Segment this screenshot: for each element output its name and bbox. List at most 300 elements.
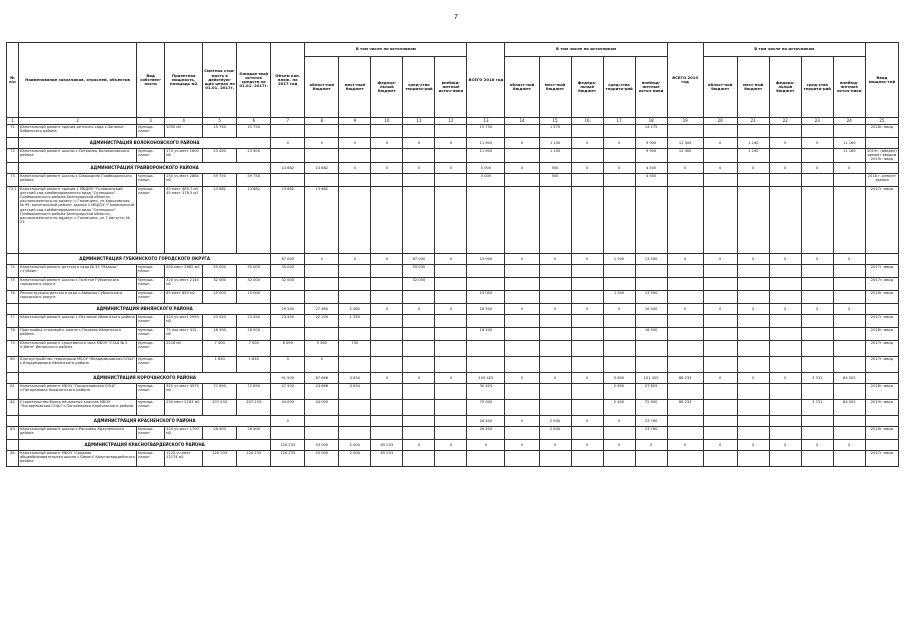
- table-cell: [865, 415, 898, 426]
- table-cell: 2 400: [603, 399, 635, 415]
- table-cell: [505, 327, 539, 340]
- table-cell: 13 682: [203, 186, 237, 253]
- table-cell: [435, 290, 467, 303]
- table-cell: 207 233: [203, 399, 237, 415]
- table-cell: 5 000: [467, 162, 505, 173]
- table-cell: 0: [737, 162, 769, 173]
- table-cell: [271, 149, 305, 163]
- table-cell: 0: [403, 138, 435, 149]
- table-cell: муници-пальн: [137, 173, 165, 186]
- table-cell: 13 682: [237, 186, 271, 253]
- table-cell: [403, 173, 435, 186]
- table-cell: 9 900: [635, 138, 667, 149]
- row-number: [7, 303, 19, 314]
- column-index: 13: [467, 118, 505, 125]
- header-src-territory: сред-ства террито-рий: [801, 57, 833, 118]
- table-cell: [635, 450, 667, 466]
- table-cell: 0: [571, 372, 603, 383]
- table-cell: [339, 356, 371, 372]
- table-cell: 84 502: [833, 399, 865, 415]
- table-cell: [667, 277, 703, 290]
- table-cell: [435, 125, 467, 138]
- table-cell: 0: [271, 138, 305, 149]
- table-cell: 55 000: [237, 264, 271, 277]
- header-src-federal: федера-льный бюджет: [769, 57, 801, 118]
- table-cell: 230 мест 5183 м2: [165, 399, 203, 415]
- commission-note: 2018 г. ремонт здания: [865, 173, 898, 186]
- table-cell: 0: [603, 439, 635, 450]
- table-cell: [305, 173, 339, 186]
- table-cell: 2 000: [339, 450, 371, 466]
- table-cell: муници-пальн: [137, 290, 165, 303]
- table-cell: [703, 450, 737, 466]
- object-name: Капитальный ремонт здания детского сада с.Заполье Бабанского района: [19, 125, 137, 138]
- table-cell: [769, 383, 801, 399]
- table-cell: 15 000: [467, 290, 505, 303]
- table-cell: 11 160: [833, 149, 865, 163]
- column-index: 8: [305, 118, 339, 125]
- table-cell: 14 175: [635, 125, 667, 138]
- table-cell: [539, 314, 571, 327]
- table-cell: [403, 149, 435, 163]
- table-cell: [603, 125, 635, 138]
- table-row: [7, 399, 899, 415]
- page-number: 7: [454, 14, 458, 21]
- table-cell: 320 уч.мест 2993 м2: [165, 314, 203, 327]
- table-cell: [769, 340, 801, 356]
- table-cell: [505, 290, 539, 303]
- table-cell: [165, 356, 203, 372]
- table-cell: 22 100: [305, 314, 339, 327]
- table-cell: 1 350: [339, 314, 371, 327]
- organization-row: [7, 162, 899, 173]
- table-cell: [667, 314, 703, 327]
- table-cell: [833, 356, 865, 372]
- commission-note: 2019г. (введен) ремонт вводом 2019г. ввод: [867, 149, 897, 162]
- row-number: 82: [7, 399, 19, 415]
- header-src-offbudget: внебюд-жетные источ-ники: [635, 57, 667, 118]
- table-cell: [635, 340, 667, 356]
- table-cell: [571, 383, 603, 399]
- table-cell: 26 400: [467, 415, 505, 426]
- table-cell: [603, 356, 635, 372]
- table-cell: 500: [539, 162, 571, 173]
- table-cell: 0: [801, 162, 833, 173]
- table-cell: [435, 426, 467, 439]
- table-cell: 59 750: [237, 173, 271, 186]
- table-cell: [603, 186, 635, 253]
- table-cell: [667, 383, 703, 399]
- table-cell: 7 000: [203, 340, 237, 356]
- header-group-2019: В том числе по источникам: [703, 43, 865, 57]
- table-cell: [801, 290, 833, 303]
- row-number: [7, 372, 19, 383]
- table-cell: 120 233: [203, 450, 237, 466]
- table-cell: 0: [339, 253, 371, 264]
- row-number: 77: [7, 314, 19, 327]
- table-cell: [571, 450, 603, 466]
- table-cell: [635, 356, 667, 372]
- table-cell: [737, 356, 769, 372]
- object-name: Пристройка столовой к школе с.Почаево Ивнянского района: [19, 327, 137, 340]
- table-cell: [435, 173, 467, 186]
- table-cell: [571, 186, 603, 253]
- header-src-territory: сред-ства террито-рий: [403, 57, 435, 118]
- table-cell: 11 000: [467, 149, 505, 163]
- table-cell: 0: [737, 253, 769, 264]
- table-cell: [305, 426, 339, 439]
- table-cell: [435, 356, 467, 372]
- commission-note: 2018г. ввод: [865, 125, 898, 138]
- table-cell: [801, 264, 833, 277]
- table-cell: 15 000: [203, 290, 237, 303]
- table-cell: [769, 149, 801, 163]
- table-cell: [505, 186, 539, 253]
- object-name: Капитальный ремонт школы с.Погромец Волоконовского района: [19, 149, 137, 163]
- table-cell: [539, 450, 571, 466]
- table-cell: [833, 277, 865, 290]
- table-cell: [801, 415, 833, 426]
- table-cell: 0: [603, 303, 635, 314]
- table-cell: [865, 253, 898, 264]
- table-cell: муници-пальн: [137, 125, 165, 138]
- table-cell: 23 450: [237, 314, 271, 327]
- table-cell: [305, 149, 339, 163]
- table-cell: 72 600: [635, 399, 667, 415]
- table-cell: [271, 327, 305, 340]
- table-cell: 0: [539, 439, 571, 450]
- table-cell: [703, 290, 737, 303]
- table-cell: 0: [539, 372, 571, 383]
- table-cell: 0: [667, 253, 703, 264]
- table-row: [7, 125, 899, 138]
- table-cell: 0: [737, 439, 769, 450]
- table-cell: [801, 383, 833, 399]
- table-cell: [703, 125, 737, 138]
- table-cell: [305, 327, 339, 340]
- table-cell: 11 000: [467, 138, 505, 149]
- table-cell: 0: [603, 138, 635, 149]
- table-cell: 53 000: [305, 439, 339, 450]
- column-index: 12: [435, 118, 467, 125]
- table-cell: 0: [403, 439, 435, 450]
- table-cell: 32 000: [403, 277, 435, 290]
- table-cell: [737, 264, 769, 277]
- table-cell: муници-пальн: [137, 340, 165, 356]
- table-cell: [603, 264, 635, 277]
- table-cell: [539, 383, 571, 399]
- table-cell: 0: [833, 162, 865, 173]
- table-cell: 23 450: [203, 314, 237, 327]
- row-number: 73: [7, 173, 19, 186]
- table-cell: муници-пальн: [137, 186, 165, 253]
- table-cell: 0: [371, 162, 403, 173]
- table-cell: 0: [539, 253, 571, 264]
- table-cell: 23 450: [271, 314, 305, 327]
- table-cell: 0: [371, 138, 403, 149]
- table-cell: [737, 327, 769, 340]
- column-index: 5: [203, 118, 237, 125]
- table-cell: 0: [603, 415, 635, 426]
- row-number: 71: [7, 125, 19, 138]
- table-cell: [371, 277, 403, 290]
- table-cell: 13 682: [305, 186, 339, 253]
- table-cell: [505, 125, 539, 138]
- header-src-local: мест-ный бюджет: [737, 57, 769, 118]
- table-cell: [635, 186, 667, 253]
- table-cell: [833, 314, 865, 327]
- table-cell: [371, 327, 403, 340]
- table-cell: [435, 264, 467, 277]
- table-cell: 75 пос.мест 412 м2: [165, 327, 203, 340]
- table-cell: [801, 450, 833, 466]
- table-cell: [435, 149, 467, 163]
- table-cell: 105 425: [467, 372, 505, 383]
- table-cell: 88 233: [667, 399, 703, 415]
- row-number: 84: [7, 450, 19, 466]
- commission-note: 2017г. ввод: [865, 264, 898, 277]
- table-cell: [635, 314, 667, 327]
- table-cell: [667, 186, 703, 253]
- table-cell: [769, 450, 801, 466]
- table-cell: 0: [403, 162, 435, 173]
- table-cell: [571, 327, 603, 340]
- column-index: 25: [865, 118, 898, 125]
- object-name: Реконструкция детского сада с.Аверино Губкинского городского округа: [19, 290, 137, 303]
- table-cell: [769, 173, 801, 186]
- table-cell: 0: [703, 162, 737, 173]
- table-cell: 26 400: [467, 426, 505, 439]
- object-name: Благоустройство территории МБОУ "Владимировская СОШ" с.Владимировка Ивнянского района: [19, 356, 137, 372]
- header-cost: Сметная стои-мость в действую-щих ценах на 01.01. 2017г.: [203, 43, 237, 118]
- table-cell: 0: [305, 138, 339, 149]
- column-index: 24: [833, 118, 865, 125]
- table-cell: [435, 340, 467, 356]
- table-cell: [467, 356, 505, 372]
- table-cell: [403, 426, 435, 439]
- table-cell: 12 400: [667, 138, 703, 149]
- table-cell: [603, 149, 635, 163]
- table-cell: [737, 415, 769, 426]
- table-cell: 0: [667, 162, 703, 173]
- table-cell: 5 000: [467, 173, 505, 186]
- table-cell: [833, 383, 865, 399]
- table-cell: 87 000: [271, 253, 305, 264]
- table-row: [7, 356, 899, 372]
- table-cell: [339, 149, 371, 163]
- table-cell: [339, 186, 371, 253]
- table-cell: [769, 186, 801, 253]
- table-cell: 0: [505, 253, 539, 264]
- column-index: 1: [7, 118, 19, 125]
- table-cell: 0: [435, 303, 467, 314]
- table-cell: 4 500: [635, 173, 667, 186]
- table-cell: 0: [505, 439, 539, 450]
- table-cell: [339, 264, 371, 277]
- table-cell: 0: [403, 303, 435, 314]
- table-cell: [339, 327, 371, 340]
- table-cell: [737, 340, 769, 356]
- object-name: Капитальный ремонт школы с.Расховец Красненского района: [19, 426, 137, 439]
- table-cell: [339, 125, 371, 138]
- table-row: [7, 173, 899, 186]
- row-number: [7, 439, 19, 450]
- table-cell: 2 000: [339, 439, 371, 450]
- table-cell: [769, 125, 801, 138]
- table-cell: [703, 399, 737, 415]
- organization-name: АДМИНИСТРАЦИЯ КОРОЧАНСКОГО РАЙОНА: [19, 372, 271, 383]
- table-cell: 13 682: [305, 162, 339, 173]
- table-cell: [467, 340, 505, 356]
- header-src-territory: сред-ства террито-рий: [603, 57, 635, 118]
- table-cell: 0: [505, 138, 539, 149]
- table-cell: [703, 264, 737, 277]
- table-cell: 11 160: [833, 138, 865, 149]
- table-cell: 26 400: [237, 426, 271, 439]
- table-cell: 150 уч.мест 2884 м2: [165, 173, 203, 186]
- table-cell: 0: [505, 415, 539, 426]
- table-row: [7, 149, 899, 163]
- table-cell: 0: [435, 162, 467, 173]
- table-cell: [571, 173, 603, 186]
- row-number: 81: [7, 383, 19, 399]
- table-cell: 43 666: [305, 383, 339, 399]
- table-cell: 87 666: [305, 372, 339, 383]
- object-name: Капитальный ремонт детского сада № 35 "Малыш" г.Губкин: [19, 264, 137, 277]
- table-cell: [539, 186, 571, 253]
- commission-note: 2017г. ввод: [865, 450, 898, 466]
- table-row: [7, 450, 899, 466]
- table-cell: 1125 уч.мест 12174 м2: [165, 450, 203, 466]
- row-number: 72: [7, 149, 19, 163]
- table-cell: 32 000: [203, 277, 237, 290]
- header-group-2018: В том числе по источникам: [505, 43, 667, 57]
- table-cell: 55 000: [403, 264, 435, 277]
- table-cell: [801, 356, 833, 372]
- table-cell: [833, 340, 865, 356]
- table-cell: [371, 149, 403, 163]
- table-cell: [571, 356, 603, 372]
- table-cell: 170 уч.мест 1600 м2: [165, 149, 203, 163]
- commission-note: 2017г. ввод: [865, 356, 898, 372]
- table-cell: 0: [505, 303, 539, 314]
- table-cell: 2 640: [539, 426, 571, 439]
- table-cell: [467, 277, 505, 290]
- table-cell: 27 625: [635, 383, 667, 399]
- header-src-local: мест-ный бюджет: [539, 57, 571, 118]
- table-cell: [737, 173, 769, 186]
- table-cell: 15 000: [467, 253, 505, 264]
- commission-note: 2017г. ввод: [865, 277, 898, 290]
- column-index: 3: [137, 118, 165, 125]
- table-cell: [571, 149, 603, 163]
- table-cell: [667, 356, 703, 372]
- table-cell: [703, 356, 737, 372]
- table-cell: [703, 327, 737, 340]
- table-cell: [603, 277, 635, 290]
- commission-note: 2017г. ввод: [865, 340, 898, 356]
- table-cell: [371, 314, 403, 327]
- table-cell: [403, 399, 435, 415]
- column-index: 7: [271, 118, 305, 125]
- table-cell: [403, 186, 435, 253]
- table-cell: [371, 356, 403, 372]
- table-cell: [737, 125, 769, 138]
- table-cell: [833, 173, 865, 186]
- table-cell: [339, 277, 371, 290]
- table-cell: 0: [635, 439, 667, 450]
- header-src-region: област-ной бюджет: [505, 57, 539, 118]
- table-cell: 65 233: [371, 439, 403, 450]
- table-cell: 0: [571, 439, 603, 450]
- table-cell: 45 мест 650 м2: [165, 290, 203, 303]
- table-cell: [539, 264, 571, 277]
- table-cell: 0: [271, 415, 305, 426]
- table-cell: 1 100: [539, 149, 571, 163]
- table-cell: 120 233: [237, 450, 271, 466]
- header-src-region: област-ной бюджет: [305, 57, 339, 118]
- table-cell: [603, 340, 635, 356]
- header-group-2017: В том числе по источникам: [305, 43, 467, 57]
- table-cell: 13 500: [635, 290, 667, 303]
- table-cell: [571, 277, 603, 290]
- table-cell: [737, 314, 769, 327]
- table-cell: [769, 290, 801, 303]
- table-cell: [403, 314, 435, 327]
- table-cell: 13 682: [271, 186, 305, 253]
- table-cell: [505, 340, 539, 356]
- table-cell: 0: [435, 439, 467, 450]
- header-commission: Ввод мощнос-тей: [865, 43, 898, 118]
- table-cell: 7 000: [237, 340, 271, 356]
- object-name: Капитальный ремонт здания 1 МБДОУ "Головчинский детский сад комбинированного вида "Солнышко" Грайворонского района Белгородской области, расположенного по адресу: с.Головчино, ул.Харьковская, № 95; капитальный ремонт здания 2 МБДОУ "Головчинский детский сад комбинированного вида "Солнышко" Грайворонского района Белгородской области, расположенного по адресу: с.Головчино, ул.7 Августа, № 23: [19, 186, 137, 253]
- table-cell: [371, 186, 403, 253]
- table-cell: 87 000: [403, 253, 435, 264]
- table-cell: [769, 426, 801, 439]
- table-cell: [371, 399, 403, 415]
- table-cell: 0: [703, 439, 737, 450]
- object-name: Капитальный ремонт спортивного зала МБОУ "СОШ № 2 п.Ивня" Ивнянского района: [19, 340, 137, 356]
- table-cell: [305, 415, 339, 426]
- table-cell: 0: [403, 372, 435, 383]
- table-cell: муници-пальн: [137, 356, 165, 372]
- organization-name: АДМИНИСТРАЦИЯ КРАСНЕНСКОГО РАЙОНА: [19, 415, 271, 426]
- table-cell: [571, 264, 603, 277]
- table-cell: [403, 125, 435, 138]
- table-cell: 1 500: [603, 290, 635, 303]
- table-row: [7, 340, 899, 356]
- object-name: Капитальный ремонт школы с.Толстое Губкинского городского округа: [19, 277, 137, 290]
- header-src-offbudget: внебюд-жетные источ-ники: [435, 57, 467, 118]
- table-cell: 23 760: [635, 426, 667, 439]
- table-cell: 3 834: [339, 383, 371, 399]
- table-cell: 0: [467, 439, 505, 450]
- table-cell: 3 834: [339, 372, 371, 383]
- table-cell: [703, 277, 737, 290]
- table-cell: 320 уч.мест 1700 м2: [165, 426, 203, 439]
- table-cell: [769, 277, 801, 290]
- column-index: 15: [539, 118, 571, 125]
- table-cell: 44 000: [271, 399, 305, 415]
- table-cell: [769, 264, 801, 277]
- table-cell: 1 100: [539, 138, 571, 149]
- table-cell: [865, 138, 898, 149]
- table-cell: 6 090: [271, 340, 305, 356]
- table-cell: [571, 399, 603, 415]
- table-cell: [435, 277, 467, 290]
- table-cell: [801, 327, 833, 340]
- table-cell: 0: [667, 439, 703, 450]
